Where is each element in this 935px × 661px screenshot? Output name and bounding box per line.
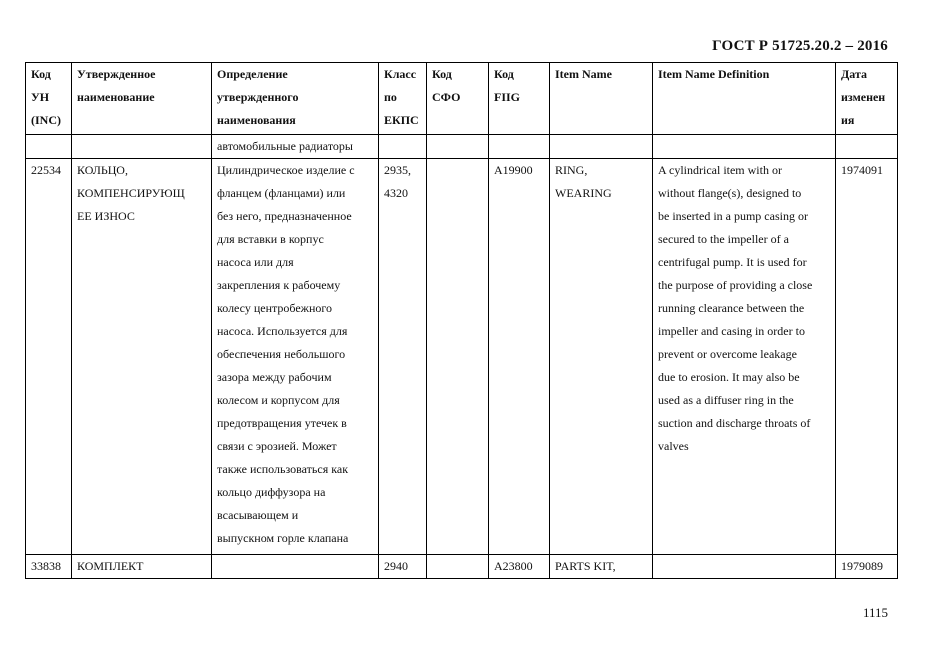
cell-text-line: колесу центробежного <box>217 301 333 315</box>
cell-text-line: suction and discharge throats of <box>658 416 811 430</box>
definition-cell <box>212 159 379 555</box>
cell-text-line: be inserted in a pump casing or <box>658 209 808 223</box>
item-name-cell <box>550 159 653 555</box>
cell-text-line: 2935, <box>384 163 411 177</box>
item-definition-cell <box>653 555 836 579</box>
cell-text-line: WEARING <box>555 186 612 200</box>
header-inc: Код УН (INC) <box>26 63 72 135</box>
cell-text-line: A19900 <box>494 163 533 177</box>
table-header-row <box>26 63 898 135</box>
cell-text-line: 33838 <box>31 559 61 573</box>
cell-text-line: насоса. Используется для <box>217 324 348 338</box>
document-standard-title: ГОСТ Р 51725.20.2 – 2016 <box>712 38 888 54</box>
cell-text-line: used as a diffuser ring in the <box>658 393 794 407</box>
table-row <box>26 555 898 579</box>
cell-text-line: обеспечения небольшого <box>217 347 346 361</box>
definition-cell <box>212 555 379 579</box>
inc-cell <box>26 555 72 579</box>
cell-text-line: Цилиндрическое изделие с <box>217 163 355 177</box>
header-class: Класс по ЕКПС <box>379 63 427 135</box>
cell-text-line: фланцем (фланцами) или <box>217 186 346 200</box>
cell-text-line: колесом и корпусом для <box>217 393 340 407</box>
cell-text-line: закрепления к рабочему <box>217 278 341 292</box>
cell-text-line: due to erosion. It may also be <box>658 370 800 384</box>
continuation-text: автомобильные радиаторы <box>212 135 379 159</box>
cell-text-line: running clearance between the <box>658 301 805 315</box>
cell-text-line: 1974091 <box>841 163 883 177</box>
date-cell <box>836 555 898 579</box>
cell-text-line: 4320 <box>384 186 408 200</box>
cell-text-line: для вставки в корпус <box>217 232 324 246</box>
header-sfo: Код СФО <box>427 63 489 135</box>
cell-text-line: centrifugal pump. It is used for <box>658 255 807 269</box>
fiig-cell <box>489 555 550 579</box>
approved-name-cell <box>72 159 212 555</box>
cell-text-line: the purpose of providing a close <box>658 278 813 292</box>
table-row <box>26 159 898 555</box>
sfo-cell <box>427 159 489 555</box>
cell-text-line: всасывающем и <box>217 508 299 522</box>
cell-text-line: A cylindrical item with or <box>658 163 782 177</box>
cell-text-line: предотвращения утечек в <box>217 416 347 430</box>
cell-text-line: 2940 <box>384 559 408 573</box>
cell-text-line: without flange(s), designed to <box>658 186 802 200</box>
cell-text-line: КОЛЬЦО, <box>77 163 128 177</box>
cell-text-line: без него, предназначенное <box>217 209 352 223</box>
cell-text-line: КОМПЕНСИРУЮЩ <box>77 186 185 200</box>
cell-text-line: насоса или для <box>217 255 294 269</box>
cell-text-line: A23800 <box>494 559 533 573</box>
cell-text-line: КОМПЛЕКТ <box>77 559 144 573</box>
continuation-row <box>26 135 898 159</box>
cell-text-line: ЕЕ ИЗНОС <box>77 209 135 223</box>
cell-text-line: связи с эрозией. Может <box>217 439 337 453</box>
cell-text-line: secured to the impeller of a <box>658 232 789 246</box>
header-item-name: Item Name <box>550 63 653 135</box>
cell-text-line: RING, <box>555 163 588 177</box>
page-number: 1115 <box>862 605 888 620</box>
header-definition: Определение утвержденного наименования <box>212 63 379 135</box>
sfo-cell <box>427 555 489 579</box>
cell-text-line: также использоваться как <box>217 462 349 476</box>
header-date: Дата изменен ия <box>836 63 898 135</box>
approved-name-cell <box>72 555 212 579</box>
cell-text-line: valves <box>658 439 689 453</box>
specification-table <box>25 62 898 579</box>
item-definition-cell <box>653 159 836 555</box>
cell-text-line: PARTS KIT, <box>555 559 616 573</box>
class-cell <box>379 555 427 579</box>
cell-text-line: 1979089 <box>841 559 883 573</box>
class-cell <box>379 159 427 555</box>
cell-text-line: зазора между рабочим <box>217 370 332 384</box>
cell-text-line: prevent or overcome leakage <box>658 347 797 361</box>
header-item-definition: Item Name Definition <box>653 63 836 135</box>
header-approved-name: Утвержденное наименование <box>72 63 212 135</box>
cell-text-line: кольцо диффузора на <box>217 485 326 499</box>
date-cell <box>836 159 898 555</box>
cell-text-line: impeller and casing in order to <box>658 324 805 338</box>
fiig-cell <box>489 159 550 555</box>
item-name-cell <box>550 555 653 579</box>
cell-text-line: 22534 <box>31 163 61 177</box>
inc-cell <box>26 159 72 555</box>
cell-text-line: выпускном горле клапана <box>217 531 349 545</box>
header-fiig: Код FIIG <box>489 63 550 135</box>
